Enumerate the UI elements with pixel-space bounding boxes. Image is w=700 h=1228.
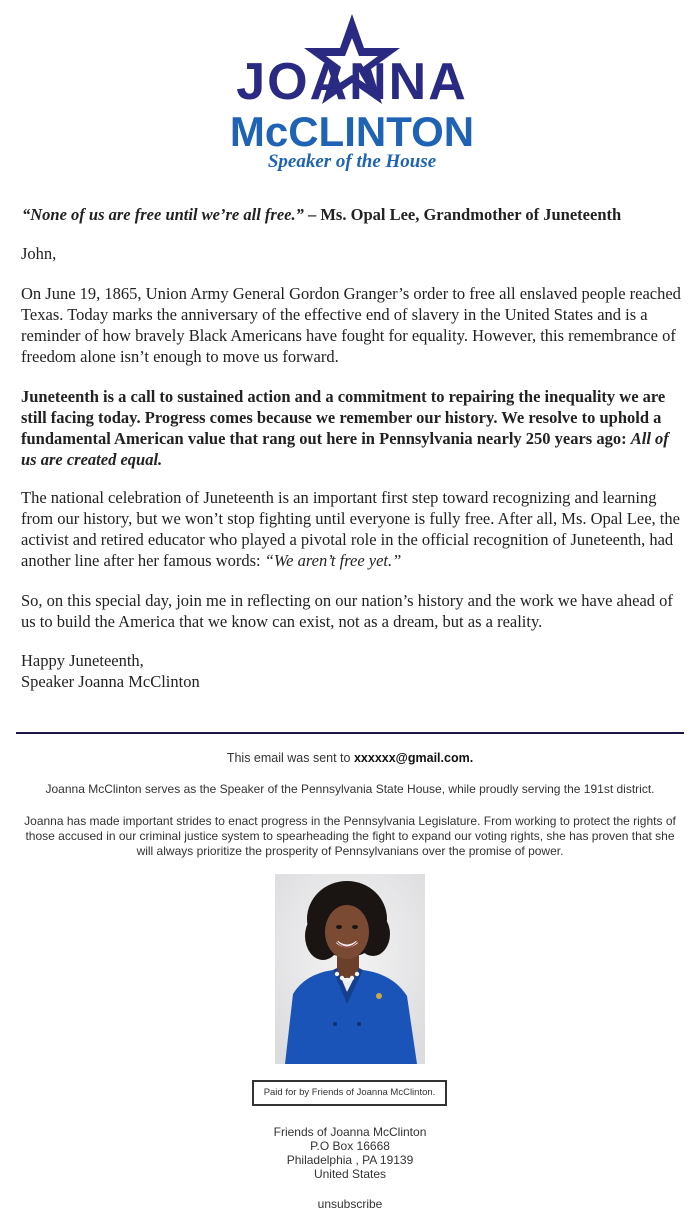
paragraph-reflection xyxy=(21,590,681,632)
address-city: Philadelphia , PA 19139 xyxy=(286,1153,414,1167)
not-free-yet-emphasis: “We aren’t free yet.” xyxy=(264,551,402,570)
paragraph-celebration-text: The national celebration of Juneteenth is an important first step toward recognizing and learning from our history, but we won’t stop fighting until everyone is fully free. After all, Ms. Opal Lee, the activist and retired educator who played a pivotal role in the official recognition of Juneteenth, had another line after her famous words: xyxy=(21,488,680,570)
footer-divider xyxy=(16,732,684,734)
accomplishments-paragraph xyxy=(18,814,682,859)
quote-attribution: – Ms. Opal Lee, Grandmother of Juneteenth xyxy=(303,205,622,224)
closing-greeting: Happy Juneteenth, xyxy=(21,651,144,670)
sent-to-prefix: This email was sent to xyxy=(226,751,354,765)
mailing-address xyxy=(0,1125,700,1181)
created-equal-emphasis: All of us are created equal. xyxy=(21,429,669,469)
quote-text: “None of us are free until we’re all free.” xyxy=(22,205,304,224)
paragraph-call-to-action-text: Juneteenth is a call to sustained action and a commitment to repairing the inequality we are still facing today. Progress comes because we remember our history. We resolve to uphold a fundamental American value that rang out here in Pennsylvania nearly 250 years ago: xyxy=(21,387,666,448)
address-po-box: P.O Box 16668 xyxy=(310,1139,390,1153)
address-country: United States xyxy=(313,1167,387,1181)
speaker-bio-text: Joanna McClinton serves as the Speaker of the Pennsylvania State House, while proudly serving the 191st district. xyxy=(45,782,655,796)
logo-tagline: Speaker of the House xyxy=(267,151,437,172)
logo-first-name: JOANNA xyxy=(236,53,468,111)
paragraph-celebration xyxy=(21,487,681,571)
recipient-email: xxxxxx@gmail.com. xyxy=(353,751,474,765)
paragraph-reflection-text: So, on this special day, join me in reflecting on our nation’s history and the work we have ahead of us to build the America that we know can exist, not as a dream, but as a reality. xyxy=(21,591,673,631)
paragraph-history xyxy=(21,283,681,367)
paragraph-history-text: On June 19, 1865, Union Army General Gordon Granger’s order to free all enslaved people reached Texas. Today marks the anniversary of the effective end of slavery in the United States and is a reminder of how bravely Black Americans have fought for equality. However, this remembrance of freedom alone isn’t enough to move us forward. xyxy=(21,284,681,366)
logo-last-name: McCLINTON xyxy=(229,108,475,155)
portrait-image xyxy=(275,874,425,1064)
sent-to-notice xyxy=(18,751,682,766)
opening-quote xyxy=(22,204,692,226)
candidate-photo xyxy=(275,874,425,1064)
salutation: John, xyxy=(21,244,57,263)
paragraph-call-to-action xyxy=(21,386,681,470)
unsubscribe-link[interactable]: unsubscribe xyxy=(317,1197,383,1211)
paid-for-disclaimer: Paid for by Friends of Joanna McClinton. xyxy=(252,1080,447,1106)
campaign-logo xyxy=(218,12,486,170)
address-org: Friends of Joanna McClinton xyxy=(273,1125,427,1139)
signature-block xyxy=(21,650,681,692)
speaker-bio-line xyxy=(18,782,682,797)
signature-name: Speaker Joanna McClinton xyxy=(21,672,200,691)
accomplishments-text: Joanna has made important strides to enact progress in the Pennsylvania Legislature. From working to protect the rights of those accused in our criminal justice system to spearheading the fight to expand our voting rights, she has proven that she will always prioritize the prosperity of Pennsylvanians over the promise of power. xyxy=(24,814,676,858)
